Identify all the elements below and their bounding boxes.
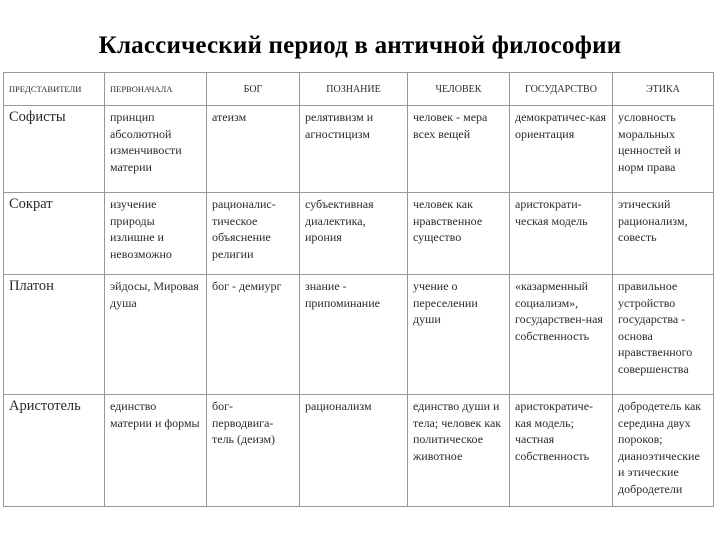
table-row — [4, 275, 714, 395]
cell-origins: эйдосы, Мировая душа — [105, 275, 207, 395]
cell-human: человек как нравственное существо — [408, 193, 510, 275]
header-god: БОГ — [207, 73, 300, 106]
header-state: ГОСУДАРСТВО — [510, 73, 613, 106]
header-origins: ПЕРВОНАЧАЛА — [105, 73, 207, 106]
header-human: ЧЕЛОВЕК — [408, 73, 510, 106]
header-representatives: ПРЕДСТАВИТЕЛИ — [4, 73, 105, 106]
table-row — [4, 193, 714, 275]
row-name: Аристотель — [4, 395, 105, 507]
page-title: Классический период в античной философии — [98, 32, 622, 59]
cell-cognition: знание - припоминание — [300, 275, 408, 395]
header-ethics: ЭТИКА — [613, 73, 714, 106]
cell-god: бог-перводвига-тель (деизм) — [207, 395, 300, 507]
cell-origins: принцип абсолютной изменчивости материи — [105, 106, 207, 193]
cell-state: демократичес-кая ориентация — [510, 106, 613, 193]
cell-god: бог - демиург — [207, 275, 300, 395]
header-cognition: ПОЗНАНИЕ — [300, 73, 408, 106]
table-row — [4, 106, 714, 193]
cell-cognition: рационализм — [300, 395, 408, 507]
cell-state: «казарменный социализм», государствен-ная собственность — [510, 275, 613, 395]
cell-origins: единство материи и формы — [105, 395, 207, 507]
row-name: Сократ — [4, 193, 105, 275]
cell-ethics: условность моральных ценностей и норм права — [613, 106, 714, 193]
cell-god: атеизм — [207, 106, 300, 193]
cell-cognition: субъективная диалектика, ирония — [300, 193, 408, 275]
cell-ethics: добродетель как середина двух пороков; дианоэтические и этические добродетели — [613, 395, 714, 507]
row-name: Платон — [4, 275, 105, 395]
cell-cognition: релятивизм и агностицизм — [300, 106, 408, 193]
cell-state: аристократи-ческая модель — [510, 193, 613, 275]
cell-state: аристократиче-кая модель; частная собственность — [510, 395, 613, 507]
row-name: Софисты — [4, 106, 105, 193]
cell-human: человек - мера всех вещей — [408, 106, 510, 193]
cell-human: учение о переселении души — [408, 275, 510, 395]
table-row — [4, 395, 714, 507]
cell-god: рационалис-тическое объяснение религии — [207, 193, 300, 275]
cell-origins: изучение природы излишне и невозможно — [105, 193, 207, 275]
philosophy-table — [3, 72, 714, 507]
cell-ethics: этический рационализм, совесть — [613, 193, 714, 275]
cell-human: единство души и тела; человек как политическое животное — [408, 395, 510, 507]
header-row — [4, 73, 714, 106]
cell-ethics: правильное устройство государства - основа нравственного совершенства — [613, 275, 714, 395]
